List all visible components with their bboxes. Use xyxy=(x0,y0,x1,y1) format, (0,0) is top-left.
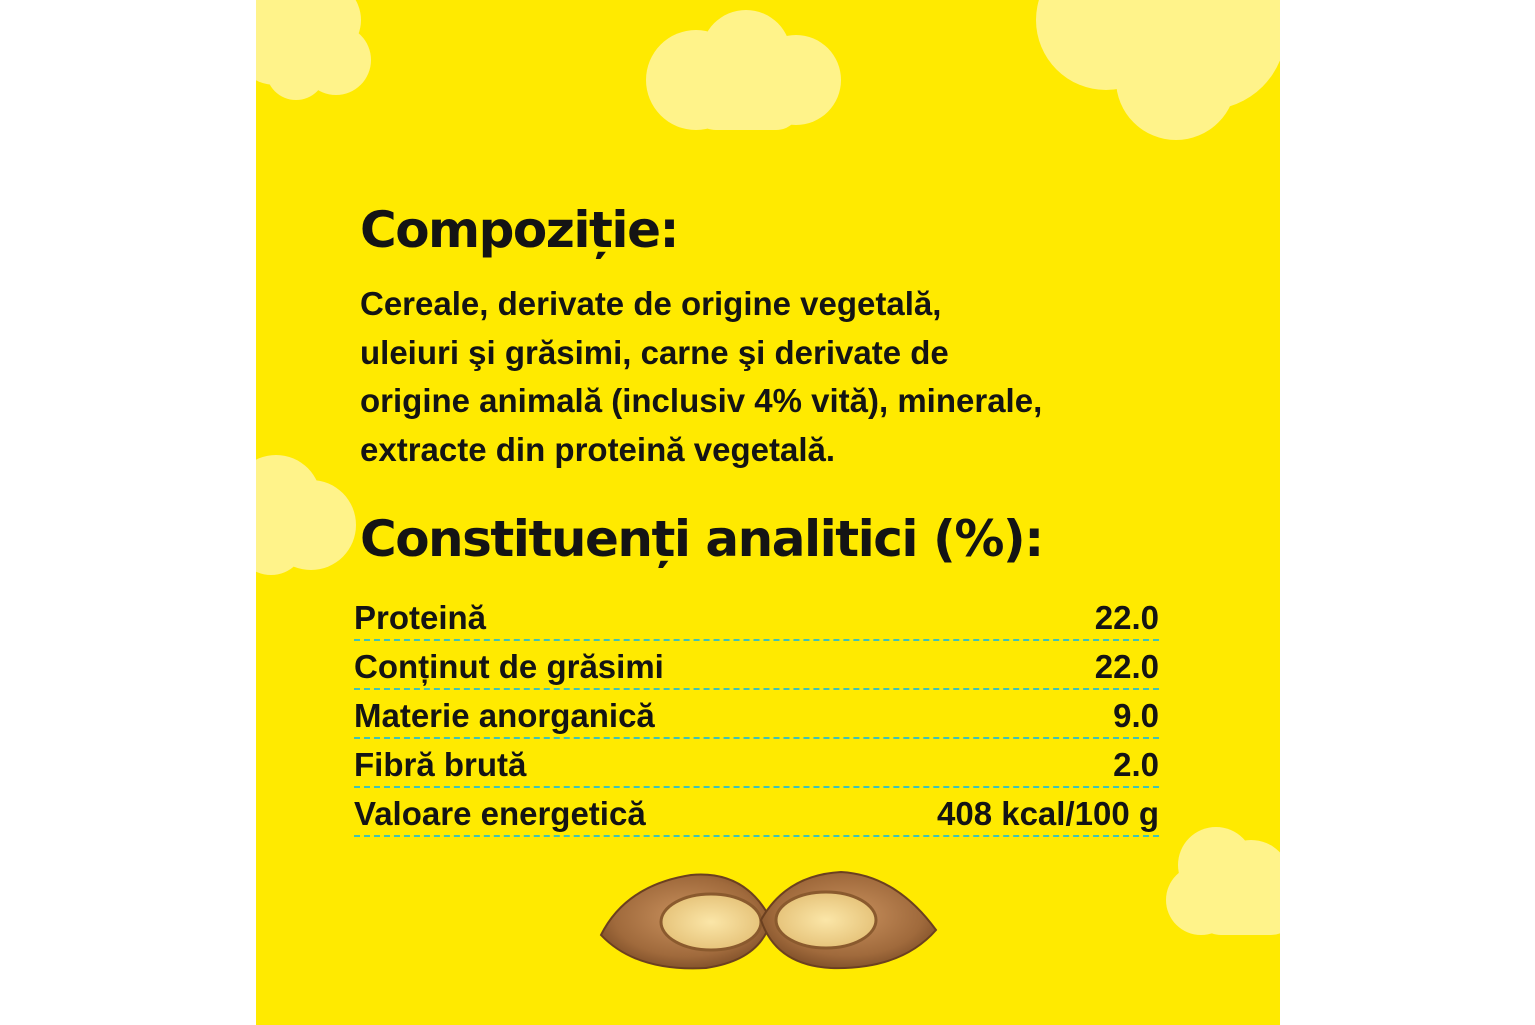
row-value: 22.0 xyxy=(1094,648,1159,685)
table-row xyxy=(354,688,1159,737)
cloud-top-left-icon xyxy=(256,0,386,105)
table-row xyxy=(354,590,1159,639)
constituents-title: Constituenți analitici (%): xyxy=(360,510,1043,568)
kibble-right xyxy=(761,872,936,968)
row-value: 2.0 xyxy=(1113,746,1159,783)
row-value: 9.0 xyxy=(1113,697,1159,734)
cloud-top-center-icon xyxy=(641,5,856,135)
table-row xyxy=(354,737,1159,786)
dashed-divider xyxy=(354,835,1159,837)
table-row xyxy=(354,639,1159,688)
row-label: Proteină xyxy=(354,599,487,636)
row-value: 408 kcal/100 g xyxy=(936,795,1159,832)
table-row xyxy=(354,786,1159,835)
cloud-bottom-right-icon xyxy=(1156,820,1280,940)
row-label: Fibră brută xyxy=(354,746,527,783)
cloud-top-right-icon xyxy=(1036,0,1280,140)
kibble-snack-image xyxy=(596,860,941,975)
cloud-mid-left-icon xyxy=(256,440,366,580)
row-label: Materie anorganică xyxy=(354,697,655,734)
row-label: Valoare energetică xyxy=(354,795,646,832)
kibble-left xyxy=(601,875,771,969)
product-info-panel xyxy=(256,0,1280,1025)
row-label: Conținut de grăsimi xyxy=(354,648,664,685)
composition-title: Compoziție: xyxy=(360,201,678,259)
constituents-table xyxy=(354,590,1159,835)
composition-text: Cereale, derivate de origine vegetală, uleiuri şi grăsimi, carne şi derivate de origine animală (inclusiv 4% vită), minerale, extracte din proteină vegetală. xyxy=(360,285,1043,468)
row-value: 22.0 xyxy=(1094,599,1159,636)
